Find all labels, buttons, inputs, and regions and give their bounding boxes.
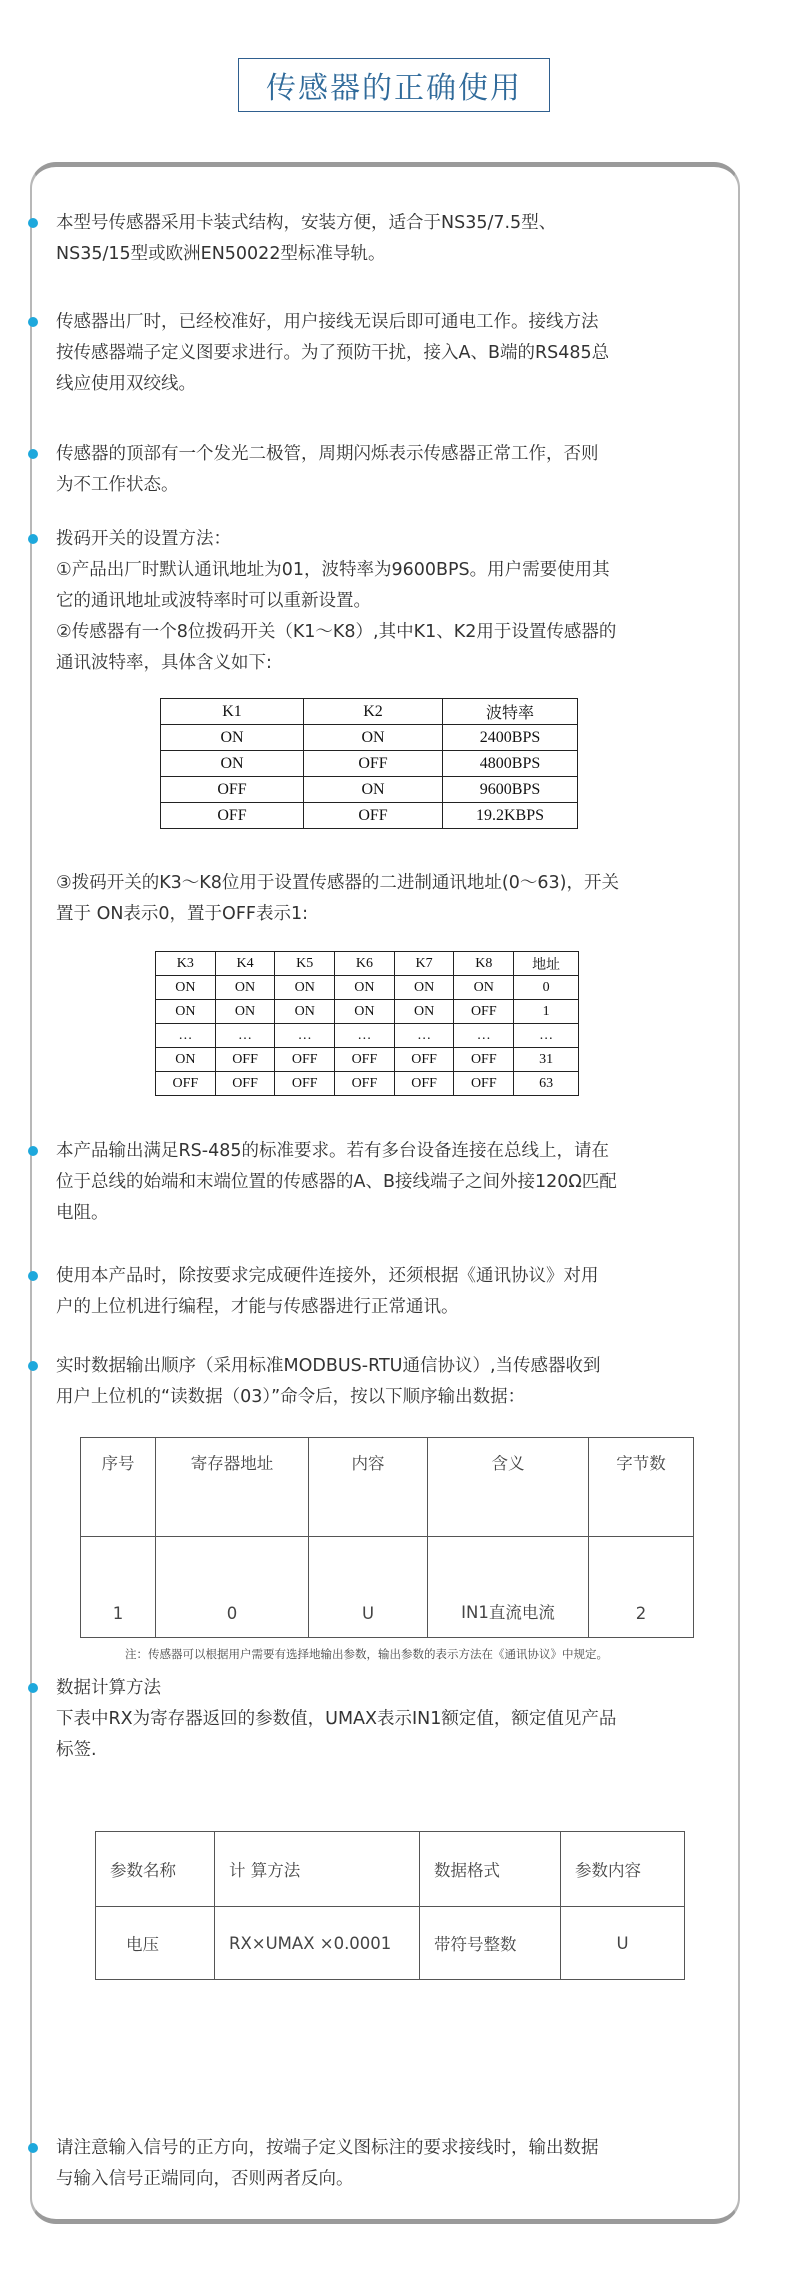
table-cell: 1 [81,1537,156,1638]
address-table [155,951,579,1096]
table-footnote: 注：传感器可以根据用户需要有选择地输出参数，输出参数的表示方法在《通讯协议》中规定。 [125,1647,608,1661]
list-item-rs485 [56,1136,720,1229]
table-cell: 1 [514,1000,579,1024]
table-cell: OFF [304,803,443,829]
table-cell: OFF [335,1048,395,1072]
table-header-cell: 含义 [428,1438,589,1537]
table-header-row [96,1832,685,1907]
list-item-protocol [56,1261,720,1323]
table-row [161,803,578,829]
table-cell: OFF [394,1048,454,1072]
text-line: ③拨码开关的K3～K8位用于设置传感器的二进制通讯地址(0～63)，开关 [56,873,619,893]
text-line: 置于 ON表示0，置于OFF表示1: [56,904,308,924]
table-cell: ON [454,976,514,1000]
parameter-table [95,1831,685,1980]
table-cell: ON [304,777,443,803]
table-cell: RX×UMAX ×0.0001 [215,1907,420,1980]
table-cell: … [454,1024,514,1048]
table-row [161,777,578,803]
table-cell: OFF [215,1072,275,1096]
table-cell: 0 [514,976,579,1000]
text-line: 线应使用双绞线。 [56,374,196,394]
text-line: 通讯波特率，具体含义如下: [56,653,272,673]
table-cell: 19.2KBPS [443,803,578,829]
table-cell: ON [156,976,216,1000]
list-item-mounting [56,208,720,270]
table-cell: U [309,1537,428,1638]
table-cell: 2 [589,1537,694,1638]
bullet-icon [28,1271,38,1281]
table-cell: 2400BPS [443,725,578,751]
table-cell: ON [156,1048,216,1072]
table-cell: 31 [514,1048,579,1072]
table-cell: ON [161,725,304,751]
table-row [81,1537,694,1638]
text-line: 按传感器端子定义图要求进行。为了预防干扰，接入A、B端的RS485总 [56,343,610,363]
table-cell: IN1直流电流 [428,1537,589,1638]
table-cell: ON [335,1000,395,1024]
table-cell: 63 [514,1072,579,1096]
table-cell: … [514,1024,579,1048]
table-cell: OFF [161,777,304,803]
table-cell: ON [394,1000,454,1024]
table-header-row [156,952,579,976]
table-header-cell: 参数名称 [96,1832,215,1907]
table-row [161,751,578,777]
table-cell: OFF [454,1072,514,1096]
table-cell: ON [335,976,395,1000]
bullet-icon [28,218,38,228]
table-header-cell: 参数内容 [561,1832,685,1907]
table-cell: 电压 [96,1907,215,1980]
table-cell: OFF [161,803,304,829]
text-line: 传感器的顶部有一个发光二极管，周期闪烁表示传感器正常工作，否则 [56,444,599,464]
table-cell: ON [275,976,335,1000]
list-item-polarity [56,2133,720,2195]
table-cell: … [275,1024,335,1048]
table-header-cell: 地址 [514,952,579,976]
list-item-output-order [56,1351,720,1413]
text-line: 为不工作状态。 [56,475,179,495]
page-title: 传感器的正确使用 [238,58,550,112]
table-header-cell: K2 [304,699,443,725]
table-cell: U [561,1907,685,1980]
text-line: 传感器出厂时，已经校准好，用户接线无误后即可通电工作。接线方法 [56,312,599,332]
table-header-cell: K5 [275,952,335,976]
bullet-icon [28,449,38,459]
text-line: ①产品出厂时默认通讯地址为01，波特率为9600BPS。用户需要使用其 [56,560,610,580]
text-line: 使用本产品时，除按要求完成硬件连接外，还须根据《通讯协议》对用 [56,1266,599,1286]
table-header-cell: K8 [454,952,514,976]
table-cell: … [156,1024,216,1048]
table-header-cell: 波特率 [443,699,578,725]
table-header-cell: 序号 [81,1438,156,1537]
text-line: 拨码开关的设置方法： [56,529,231,549]
table-row [156,1000,579,1024]
bullet-icon [28,1683,38,1693]
text-line: 数据计算方法 [56,1678,161,1698]
bullet-icon [28,1361,38,1371]
bullet-icon [28,2143,38,2153]
table-header-row [81,1438,694,1537]
table-header-cell: 数据格式 [420,1832,561,1907]
table-cell: OFF [394,1072,454,1096]
register-table [80,1437,694,1638]
table-header-cell: 字节数 [589,1438,694,1537]
text-line: 位于总线的始端和末端位置的传感器的A、B接线端子之间外接120Ω匹配 [56,1172,617,1192]
table-cell: OFF [454,1000,514,1024]
table-cell: ON [156,1000,216,1024]
table-header-cell: K7 [394,952,454,976]
table-cell: 带符号整数 [420,1907,561,1980]
list-item-led [56,439,720,501]
table-cell: OFF [454,1048,514,1072]
text-line: 户的上位机进行编程，才能与传感器进行正常通讯。 [56,1297,459,1317]
list-item-calculation [56,1673,720,1766]
table-header-cell: K1 [161,699,304,725]
table-row [96,1907,685,1980]
table-cell: OFF [275,1048,335,1072]
table-header-cell: 寄存器地址 [156,1438,309,1537]
table-header-cell: 内容 [309,1438,428,1537]
table-header-cell: K6 [335,952,395,976]
table-cell: … [215,1024,275,1048]
table-cell: ON [161,751,304,777]
text-line: ②传感器有一个8位拨码开关（K1～K8）,其中K1、K2用于设置传感器的 [56,622,617,642]
table-row [161,725,578,751]
bullet-icon [28,1146,38,1156]
text-line: 用户上位机的“读数据（03）”命令后，按以下顺序输出数据： [56,1387,526,1407]
table-cell: ON [304,725,443,751]
text-line: 本产品输出满足RS-485的标准要求。若有多台设备连接在总线上，请在 [56,1141,609,1161]
baud-rate-table [160,698,578,829]
table-cell: ON [275,1000,335,1024]
list-item-wiring [56,307,720,400]
table-cell: 0 [156,1537,309,1638]
list-item-dip-switch [56,524,720,679]
table-cell: OFF [304,751,443,777]
text-line: 电阻。 [56,1203,109,1223]
text-line: 实时数据输出顺序（采用标准MODBUS-RTU通信协议）,当传感器收到 [56,1356,601,1376]
bullet-icon [28,534,38,544]
table-cell: … [394,1024,454,1048]
table-cell: 4800BPS [443,751,578,777]
text-line: 请注意输入信号的正方向，按端子定义图标注的要求接线时，输出数据 [56,2138,599,2158]
table-cell: OFF [215,1048,275,1072]
text-line: 下表中RX为寄存器返回的参数值，UMAX表示IN1额定值，额定值见产品 [56,1709,617,1729]
table-cell: ON [215,1000,275,1024]
text-line: 它的通讯地址或波特率时可以重新设置。 [56,591,371,611]
table-cell: OFF [335,1072,395,1096]
text-line: 本型号传感器采用卡装式结构，安装方便，适合于NS35/7.5型、 [56,213,557,233]
table-cell: OFF [156,1072,216,1096]
text-line: 与输入信号正端同向，否则两者反向。 [56,2169,354,2189]
table-cell: … [335,1024,395,1048]
table-header-cell: K4 [215,952,275,976]
list-item-dip-address [56,868,720,930]
table-cell: 9600BPS [443,777,578,803]
table-header-cell: 计 算方法 [215,1832,420,1907]
text-line: 标签. [56,1740,97,1760]
table-row [156,1024,579,1048]
text-line: NS35/15型或欧洲EN50022型标准导轨。 [56,244,386,264]
bullet-icon [28,317,38,327]
table-header-cell: K3 [156,952,216,976]
table-row [156,1072,579,1096]
table-cell: ON [215,976,275,1000]
table-cell: OFF [275,1072,335,1096]
table-cell: ON [394,976,454,1000]
table-header-row [161,699,578,725]
table-row [156,1048,579,1072]
table-row [156,976,579,1000]
